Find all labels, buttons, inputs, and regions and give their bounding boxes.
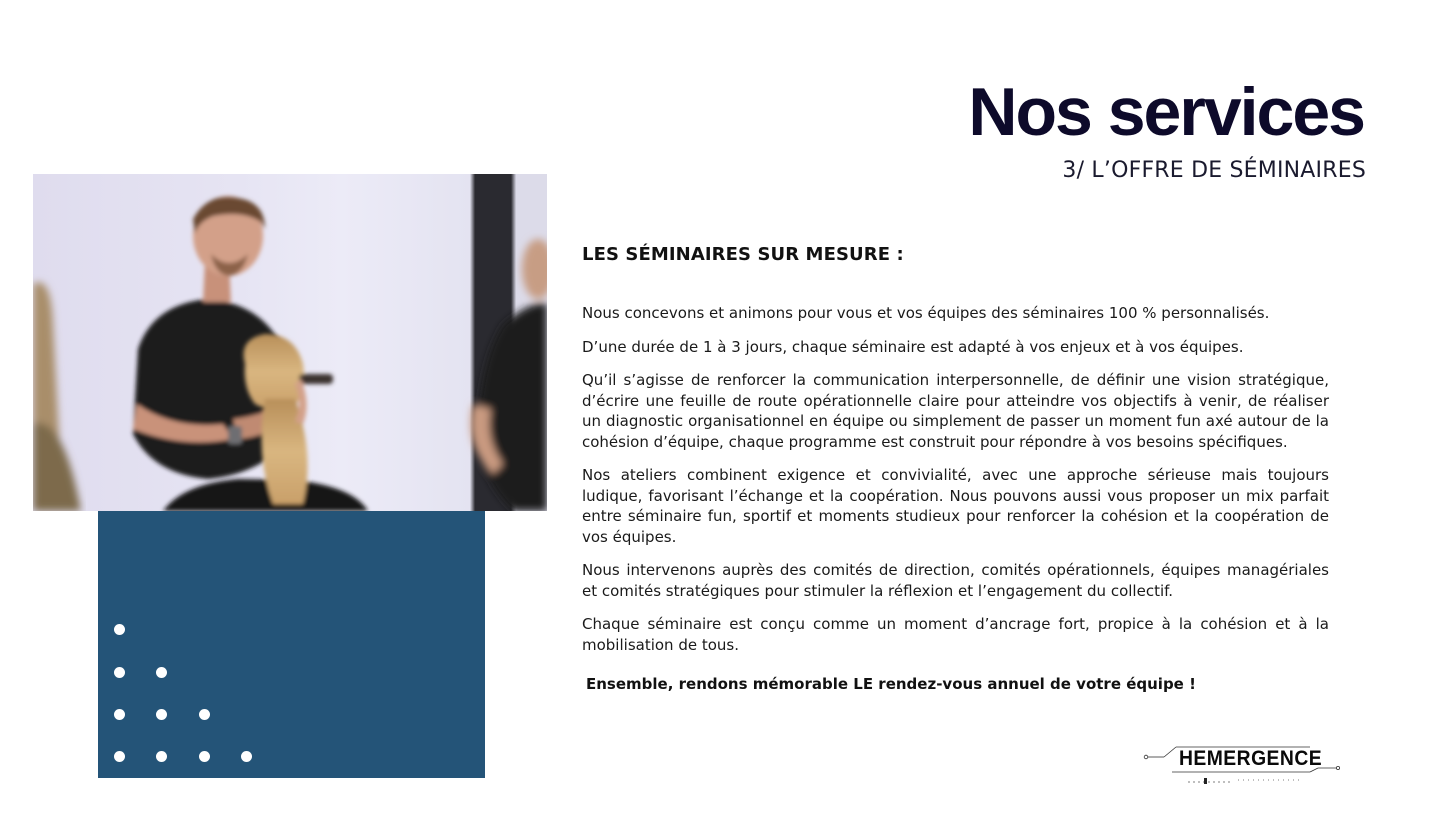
decorative-dot — [114, 667, 125, 678]
decorative-dot — [156, 751, 167, 762]
decorative-dot — [199, 751, 210, 762]
decorative-dot — [241, 751, 252, 762]
section-heading: LES SÉMINAIRES SUR MESURE : — [582, 244, 904, 265]
closing-statement: Ensemble, rendons mémorable LE rendez-vous annuel de votre équipe ! — [586, 675, 1196, 693]
decorative-dot — [114, 709, 125, 720]
decorative-dot — [199, 709, 210, 720]
decorative-dot — [156, 709, 167, 720]
paragraph: Nous concevons et animons pour vous et vos équipes des séminaires 100 % personnalisés. — [582, 304, 1270, 322]
decorative-dot — [114, 751, 125, 762]
hemergence-logo — [1142, 744, 1342, 788]
page-subtitle: 3/ L’OFFRE DE SÉMINAIRES — [1062, 158, 1366, 183]
logo-text: HEMERGENCE — [1179, 747, 1323, 770]
paragraph: Nous intervenons auprès des comités de direction, comités opérationnels, équipes managériales et comités stratégiques pour stimuler la réflexion et l’engagement du collectif. — [582, 561, 1329, 600]
decorative-dot — [114, 624, 125, 635]
team-seminar-photo — [33, 174, 547, 511]
services-description — [582, 244, 1329, 693]
paragraph: Nos ateliers combinent exigence et convivialité, avec une approche sérieuse mais toujours ludique, favorisant l’échange et la coopération. Nous pouvons aussi vous proposer un mix parfait entre séminaire fun, sportif et moments studieux pour renforcer la cohésion et la coopération de vos équipes. — [582, 466, 1329, 546]
paragraph: Chaque séminaire est conçu comme un moment d’ancrage fort, propice à la cohésion et à la mobilisation de tous. — [582, 615, 1329, 654]
paragraph: Qu’il s’agisse de renforcer la communication interpersonnelle, de définir une vision stratégique, d’écrire une feuille de route opérationnelle claire pour atteindre vos objectifs à venir, de réaliser un diagnostic organisationnel en équipe ou simplement de passer un moment fun axé autour de la cohésion d’équipe, chaque programme est construit pour répondre à vos besoins spécifiques. — [582, 371, 1329, 451]
page-title: Nos services — [968, 74, 1364, 150]
decorative-dot — [156, 667, 167, 678]
decorative-blue-block — [98, 511, 485, 778]
paragraph: D’une durée de 1 à 3 jours, chaque séminaire est adapté à vos enjeux et à vos équipes. — [582, 337, 1244, 356]
